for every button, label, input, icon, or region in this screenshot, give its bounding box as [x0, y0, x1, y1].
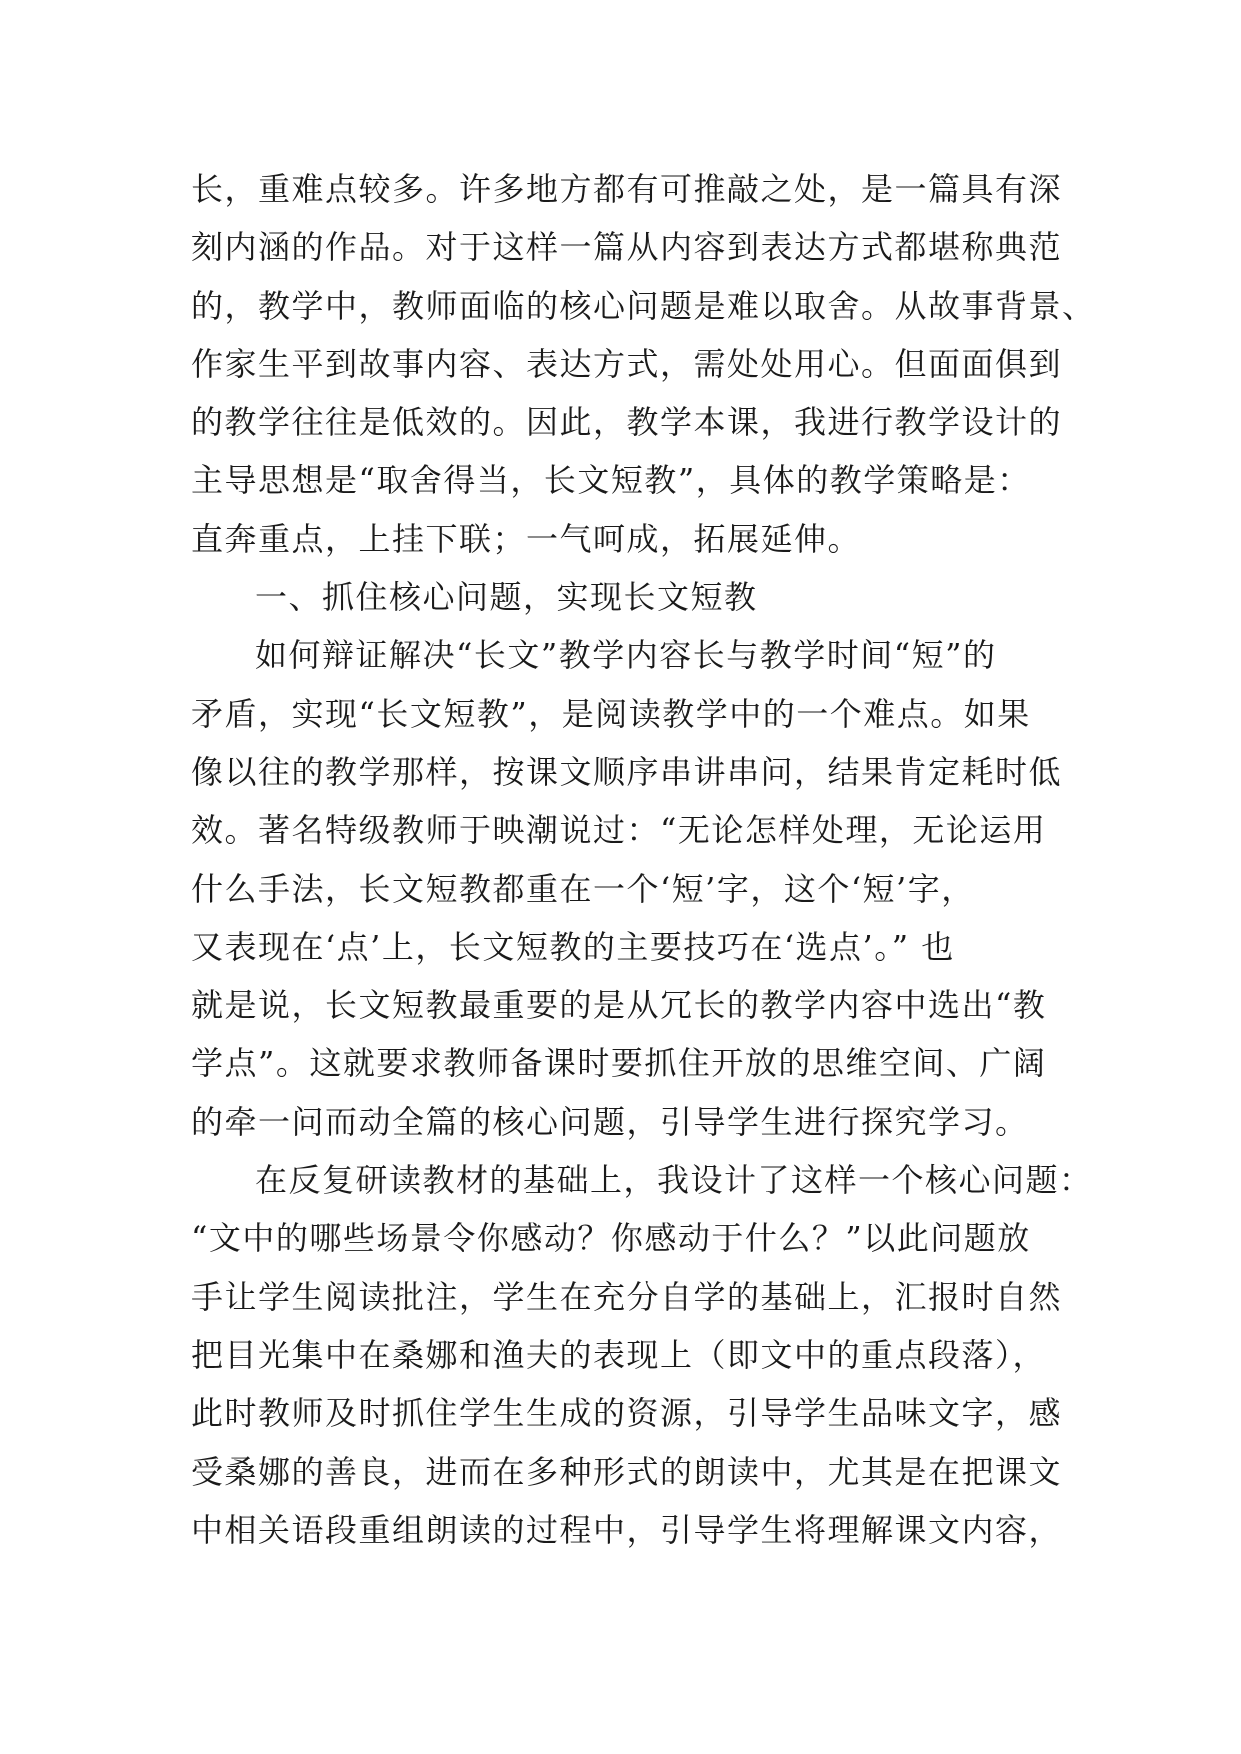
text-line: 就是说，长文短教最重要的是从冗长的教学内容中选出“教 [191, 986, 1047, 1025]
text-line: 一、抓住核心问题，实现长文短教 [255, 578, 758, 617]
text-line: 主导思想是“取舍得当，长文短教”，具体的教学策略是： [191, 461, 1031, 500]
text-line: “文中的哪些场景令你感动？你感动于什么？”以此问题放 [191, 1219, 1031, 1258]
text-line: 什么手法，长文短教都重在一个‘短’字，这个‘短’字， [191, 869, 975, 908]
text-line: 长，重难点较多。许多地方都有可推敲之处，是一篇具有深 [191, 170, 1063, 208]
text-line: 像以往的教学那样，按课文顺序串讲串问，结果肯定耗时低 [191, 752, 1063, 791]
text-line: 把目光集中在桑娜和渔夫的表现上（即文中的重点段落）， [191, 1335, 1047, 1374]
body-text [191, 160, 1096, 1559]
text-line: 直奔重点，上挂下联；一气呵成，拓展延伸。 [191, 519, 862, 558]
text-line: 受桑娜的善良，进而在多种形式的朗读中，尤其是在把课文 [191, 1452, 1063, 1491]
text-line: 效。著名特级教师于映潮说过：“无论怎样处理，无论运用 [191, 811, 1047, 850]
text-line: 刻内涵的作品。对于这样一篇从内容到表达方式都堪称典范 [191, 228, 1063, 267]
text-line: 又表现在‘点’上，长文短教的主要技巧在‘选点’。” 也 [191, 927, 955, 966]
text-line: 如何辩证解决“长文”教学内容长与教学时间“短”的 [255, 636, 997, 675]
text-line: 在反复研读教材的基础上，我设计了这样一个核心问题： [255, 1161, 1093, 1200]
text-line: 的，教学中，教师面临的核心问题是难以取舍。从故事背景、 [191, 286, 1096, 325]
text-line: 此时教师及时抓住学生生成的资源，引导学生品味文字，感 [191, 1394, 1063, 1433]
text-line: 学点”。这就要求教师备课时要抓住开放的思维空间、广阔 [191, 1044, 1047, 1083]
text-line: 手让学生阅读批注，学生在充分自学的基础上，汇报时自然 [191, 1277, 1063, 1316]
text-line: 中相关语段重组朗读的过程中，引导学生将理解课文内容， [191, 1510, 1063, 1549]
text-line: 矛盾，实现“长文短教”，是阅读教学中的一个难点。如果 [191, 694, 1031, 733]
text-line: 的牵一问而动全篇的核心问题，引导学生进行探究学习。 [191, 1102, 1029, 1141]
text-line: 作家生平到故事内容、表达方式，需处处用心。但面面俱到 [191, 344, 1063, 383]
text-line: 的教学往往是低效的。因此，教学本课，我进行教学设计的 [191, 403, 1063, 442]
